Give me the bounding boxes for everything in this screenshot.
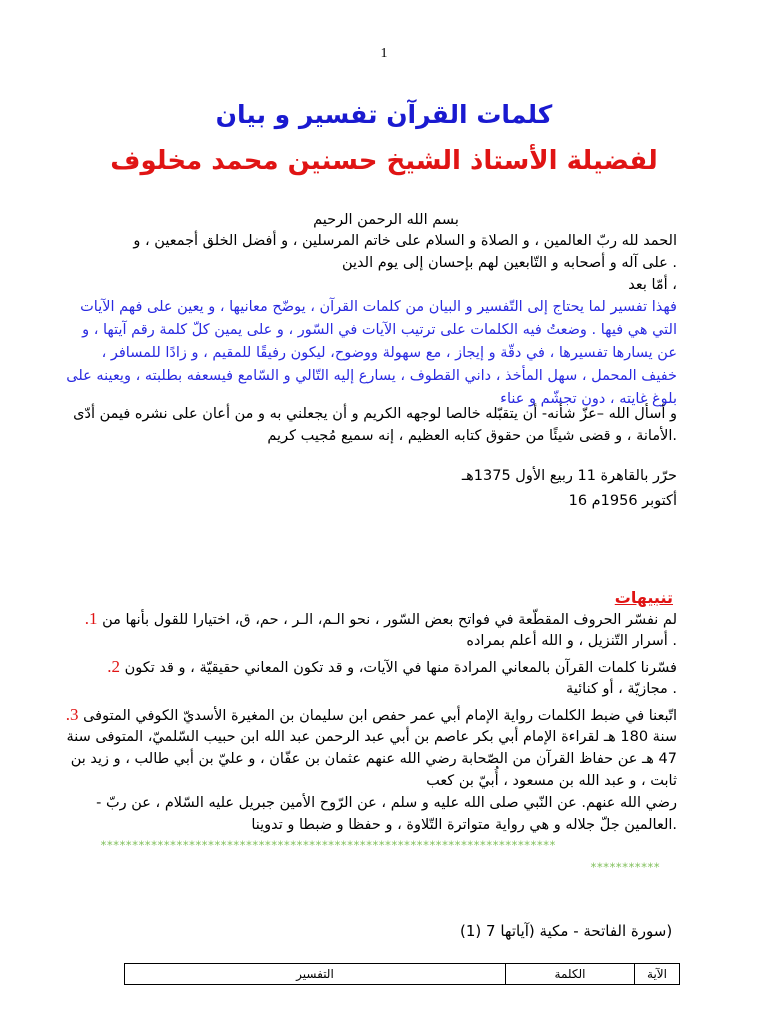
note-item bbox=[95, 656, 677, 678]
tafsir-table bbox=[124, 963, 680, 985]
note-text: اتّبعنا في ضبط الكلمات رواية الإمام أبي عمر حفص ابن سليمان بن المغيرة الأسديّ الكوفي المتوفى bbox=[83, 708, 677, 724]
preface-line: خفيف المحمل ، سهل المأخذ ، داني القطوف ، يسارع إليه التّالي و السّامع فيسعفه بطلبته ، ويعينه على bbox=[66, 368, 677, 384]
page-number: 1 bbox=[380, 46, 388, 61]
star-divider: *********** bbox=[590, 860, 660, 874]
basmala: بسم الله الرحمن الرحيم bbox=[313, 212, 459, 228]
note-item bbox=[65, 704, 677, 726]
closing-line: .الأمانة ، و قضى شيئًا من حقوق كتابه العظيم ، إنه سميع مُجيب كريم bbox=[267, 428, 677, 444]
preface-line: بلوغ غايته ، دون تجشّم و عناء bbox=[500, 391, 677, 407]
date-block bbox=[95, 464, 677, 514]
preface-line: فهذا تفسير لما يحتاج إلى التّفسير و البيان من كلمات القرآن ، يوضّح معانيها ، و يعين على فهم الآيات bbox=[80, 299, 677, 315]
note-text: رضي الله عنهم. عن النّبي صلى الله عليه و سلم ، عن الرّوح الأمين جبريل عليه السّلام ، عن ربّ - bbox=[96, 795, 677, 811]
note-text: ثابت ، و عبد الله بن مسعود ، أُبيّ بن كعب bbox=[426, 773, 677, 789]
closing-paragraph bbox=[73, 403, 677, 447]
notes-heading: تنبيهات bbox=[614, 588, 673, 607]
note-number: 2. bbox=[107, 657, 120, 676]
notes-list bbox=[65, 608, 677, 836]
preface-line: التي هي فيها . وضعتُ فيه الكلمات على ترتيب الآيات في السّور ، و على يمين كلّ كلمة رقم آيتها ، و bbox=[82, 322, 677, 338]
note-number: 3. bbox=[65, 705, 79, 724]
surah-header: (سورة الفاتحة - مكية (آياتها 7 (1) bbox=[460, 922, 673, 940]
note-text: 47 هـ عن حفاظ القرآن من الصّحابة رضي الله عنهم عثمان بن عفّان ، و عليّ بن أبي طالب ، و زيد بن bbox=[70, 751, 677, 767]
note-item bbox=[84, 608, 677, 630]
preface-paragraph bbox=[66, 296, 677, 411]
column-header-word: الكلمة bbox=[506, 964, 635, 985]
note-text: فسّرنا كلمات القرآن بالمعاني المرادة منها في الآيات، و قد تكون المعاني حقيقيّة ، و قد تكون bbox=[124, 660, 677, 676]
table-header-row bbox=[125, 964, 680, 985]
author-line: لفضيلة الأستاذ الشيخ حسنين محمد مخلوف bbox=[110, 146, 658, 176]
note-text: سنة 180 هـ لقراءة الإمام أبي بكر عاصم بن أبي عبد الرحمن عبد الله ابن حبيب السّلميّ، المتوفى سنة bbox=[66, 729, 677, 745]
note-text: لم نفسّر الحروف المقطّعة في فواتح بعض السّور ، نحو الـم، الـر ، حم، ق، اختيارا للقول بأنها من bbox=[102, 612, 677, 628]
star-divider: ************************************************************************ bbox=[100, 838, 556, 852]
intro-section bbox=[95, 210, 677, 296]
date-line: حرّر بالقاهرة 11 ربيع الأول 1375هـ bbox=[461, 468, 677, 484]
column-header-tafsir: التفسير bbox=[125, 964, 506, 985]
intro-line: الحمد لله ربّ العالمين ، و الصلاة و السلام على خاتم المرسلين ، و أفضل الخلق أجمعين ، و bbox=[133, 233, 677, 249]
preface-line: عن يسارها تفسيرها ، في دقّة و إيجاز ، مع سهولة ووضوح، ليكون رفيقًا للمقيم ، و زادًا للمسافر ، bbox=[101, 345, 677, 361]
intro-line: ، أمّا بعد bbox=[628, 277, 677, 293]
book-title: كلمات القرآن تفسير و بيان bbox=[215, 100, 553, 129]
note-text: . مجازيّة ، أو كنائية bbox=[566, 681, 677, 697]
note-number: 1. bbox=[84, 609, 98, 628]
column-header-aya: الآية bbox=[635, 964, 680, 985]
note-text: . أسرار التّنزيل ، و الله أعلم بمراده bbox=[466, 633, 677, 649]
intro-line: . على آله و أصحابه و التّابعين لهم بإحسان إلى يوم الدين bbox=[341, 255, 677, 271]
note-text: .العالمين جلّ جلاله و هي رواية متواترة التّلاوة ، و حفظا و ضبطا و تدوينا bbox=[251, 817, 677, 833]
closing-line: و أسأل الله –عزّ شأنه- أن يتقبّله خالصا لوجهه الكريم و أن يجعلني به و من أعان على نشره فيمن أدّى bbox=[73, 406, 677, 422]
date-line: أكتوبر 1956م 16 bbox=[568, 493, 677, 509]
